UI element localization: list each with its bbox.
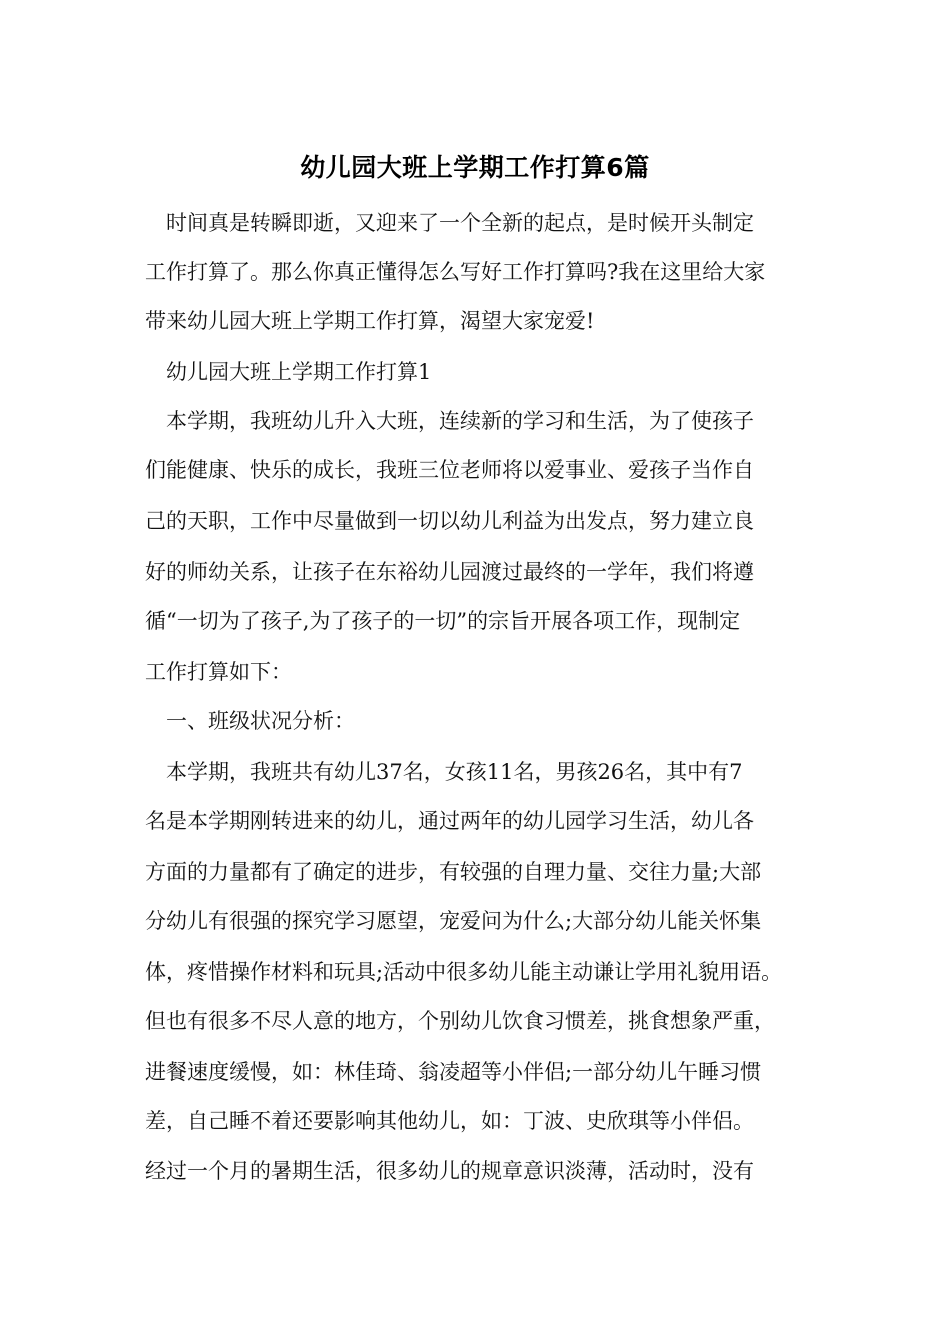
paragraph-line: 时间真是转瞬即逝，又迎来了一个全新的起点，是时候开头制定: [166, 211, 754, 235]
paragraph-line: 但也有很多不尽人意的地方，个别幼儿饮食习惯差，挑食想象严重，: [145, 1009, 775, 1033]
paragraph-line: 分幼儿有很强的探究学习愿望，宠爱问为什么;大部分幼儿能关怀集: [145, 909, 762, 933]
paragraph-line: 们能健康、快乐的成长，我班三位老师将以爱事业、爱孩子当作自: [145, 458, 754, 482]
paragraph-line: 工作打算如下：: [145, 660, 292, 684]
paragraph-line: 循“一切为了孩子,为了孩子的一切”的宗旨开展各项工作，现制定: [145, 609, 741, 633]
paragraph-line: 本学期，我班共有幼儿37名，女孩11名，男孩26名，其中有7: [166, 760, 743, 784]
paragraph-line: 本学期，我班幼儿升入大班，连续新的学习和生活，为了使孩子: [166, 409, 754, 433]
paragraph-line: 带来幼儿园大班上学期工作打算，渴望大家宠爱!: [145, 309, 595, 333]
document-title: 幼儿园大班上学期工作打算6篇: [300, 153, 650, 182]
paragraph-line: 好的师幼关系，让孩子在东裕幼儿园渡过最终的一学年，我们将遵: [145, 560, 754, 584]
paragraph-line: 经过一个月的暑期生活，很多幼儿的规章意识淡薄，活动时，没有: [145, 1159, 754, 1183]
paragraph-line: 己的天职，工作中尽量做到一切以幼儿利益为出发点，努力建立良: [145, 509, 754, 533]
paragraph-line: 方面的力量都有了确定的进步，有较强的自理力量、交往力量;大部: [145, 860, 762, 884]
paragraph-line: 体，疼惜操作材料和玩具;活动中很多幼儿能主动谦让学用礼貌用语。: [145, 960, 783, 984]
section-heading: 一、班级状况分析：: [166, 709, 355, 733]
section-heading: 幼儿园大班上学期工作打算1: [166, 360, 432, 384]
paragraph-line: 差，自己睡不着还要影响其他幼儿，如：丁波、史欣琪等小伴侣。: [145, 1109, 754, 1133]
paragraph-line: 工作打算了。那么你真正懂得怎么写好工作打算吗?我在这里给大家: [145, 260, 766, 284]
paragraph-line: 进餐速度缓慢，如：林佳琦、翁凌超等小伴侣;一部分幼儿午睡习惯: [145, 1060, 762, 1084]
paragraph-line: 名是本学期刚转进来的幼儿，通过两年的幼儿园学习生活，幼儿各: [145, 809, 754, 833]
